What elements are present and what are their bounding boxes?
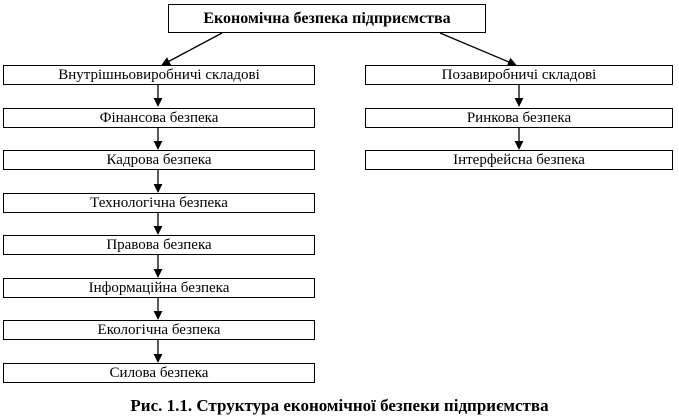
left-box-information [3, 278, 315, 298]
left-box-label: Інформаційна безпека [88, 279, 230, 296]
left-box-financial [3, 108, 315, 128]
left-box-ecological [3, 320, 315, 340]
root-box [168, 4, 486, 33]
right-box-interface [365, 150, 673, 170]
right-box-market [365, 108, 673, 128]
left-box-personnel [3, 150, 315, 170]
right-box-external [365, 65, 673, 85]
right-box-label: Позавиробничі складові [441, 66, 597, 83]
left-box-force [3, 363, 315, 383]
arrow-root-to-right [440, 33, 516, 65]
arrow-root-to-left [162, 33, 222, 65]
left-box-label: Технологічна безпека [90, 194, 228, 211]
left-box-label: Екологічна безпека [97, 321, 221, 338]
left-box-label: Силова безпека [109, 364, 209, 381]
left-box-legal [3, 235, 315, 255]
right-box-label: Інтерфейсна безпека [453, 151, 585, 168]
figure-caption: Рис. 1.1. Структура економічної безпеки підприємства [130, 396, 549, 415]
left-box-internal [3, 65, 315, 85]
left-box-label: Внутрішньовиробничі складові [58, 66, 260, 83]
right-box-label: Ринкова безпека [466, 109, 572, 126]
left-box-label: Фінансова безпека [99, 109, 219, 126]
left-box-label: Кадрова безпека [106, 151, 212, 168]
left-box-technological [3, 193, 315, 213]
left-box-label: Правова безпека [106, 236, 212, 253]
root-label: Економічна безпека підприємства [203, 9, 451, 27]
